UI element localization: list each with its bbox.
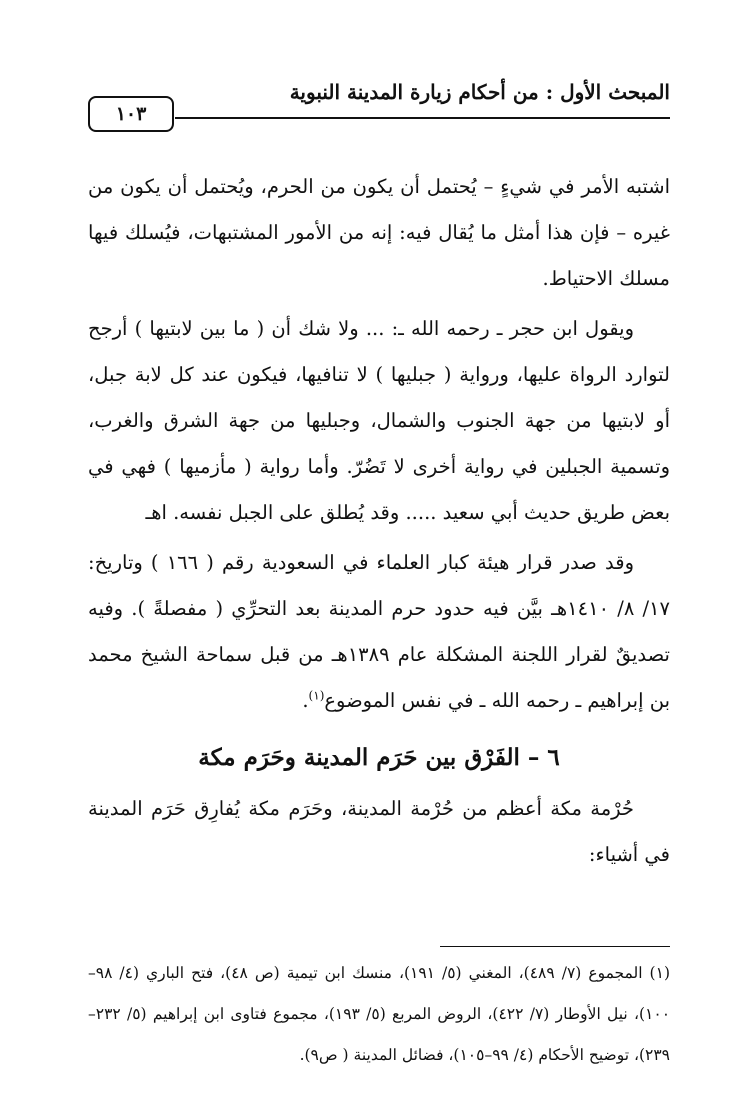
footnotes xyxy=(88,953,670,1076)
header-rule xyxy=(175,117,670,119)
paragraph-end: . xyxy=(302,689,309,712)
paragraph xyxy=(88,540,670,724)
footnote-separator xyxy=(440,946,670,947)
footnote: (١) المجموع (٧/ ٤٨٩)، المغني (٥/ ١٩١)، منسك ابن تيمية (ص ٤٨)، فتح الباري (٤/ ٩٨–١٠٠)، نيل الأوطار (٧/ ٤٢٢)، الروض المربع (٥/ ١٩٣)، مجموع فتاوى ابن إبراهيم (٥/ ٢٣٢– ٢٣٩)، توضيح الأحكام (٤/ ٩٩–١٠٥)، فضائل المدينة ( ص٩). xyxy=(88,964,671,1064)
main-text xyxy=(88,164,670,728)
running-header-title: المبحث الأول : من أحكام زيارة المدينة النبوية xyxy=(289,80,670,104)
paragraph: حُرْمة مكة أعظم من حُرْمة المدينة، وحَرَم مكة يُفارِق حَرَم المدينة في أشياء: xyxy=(88,797,670,866)
footnote-marker: (١) xyxy=(308,688,325,703)
page-number: ١٠٣ xyxy=(88,96,174,132)
paragraph: ويقول ابن حجر ـ رحمه الله ـ: ... ولا شك أن ( ما بين لابتيها ) أرجح لتوارد الرواة عليها، ورواية ( جبليها ) لا تنافيها، فيكون عند كل لابة جبل، أو لابتيها من جهة الجنوب والشمال، وجبليها من جهة الشرق والغرب، وتسمية الجبلين في رواية أخرى لا تَضُرّ. وأما رواية ( مأزميها ) فهي في بعض طريق حديث أبي سعيد ..... وقد يُطلق على الجبل نفسه. اهـ xyxy=(88,317,670,524)
section-heading: ٦ – الفَرْق بين حَرَم المدينة وحَرَم مكة xyxy=(198,744,560,771)
paragraph: اشتبه الأمر في شيءٍ – يُحتمل أن يكون من الحرم، ويُحتمل أن يكون من غيره – فإن هذا أمثل ما يُقال فيه: إنه من الأمور المشتبهات، فيُسلك فيها مسلك الاحتياط. xyxy=(88,175,670,290)
section-text xyxy=(88,786,670,878)
paragraph-text: وقد صدر قرار هيئة كبار العلماء في السعودية رقم ( ١٦٦ ) وتاريخ: ١٧/ ٨/ ١٤١٠هـ بيَّن فيه حدود حرم المدينة بعد التحرِّي ( مفصلةً ). وفيه تصديقٌ لقرار اللجنة المشكلة عام ١٣٨٩هـ من قبل سماحة الشيخ محمد بن إبراهيم ـ رحمه الله ـ في نفس الموضوع xyxy=(88,551,670,712)
